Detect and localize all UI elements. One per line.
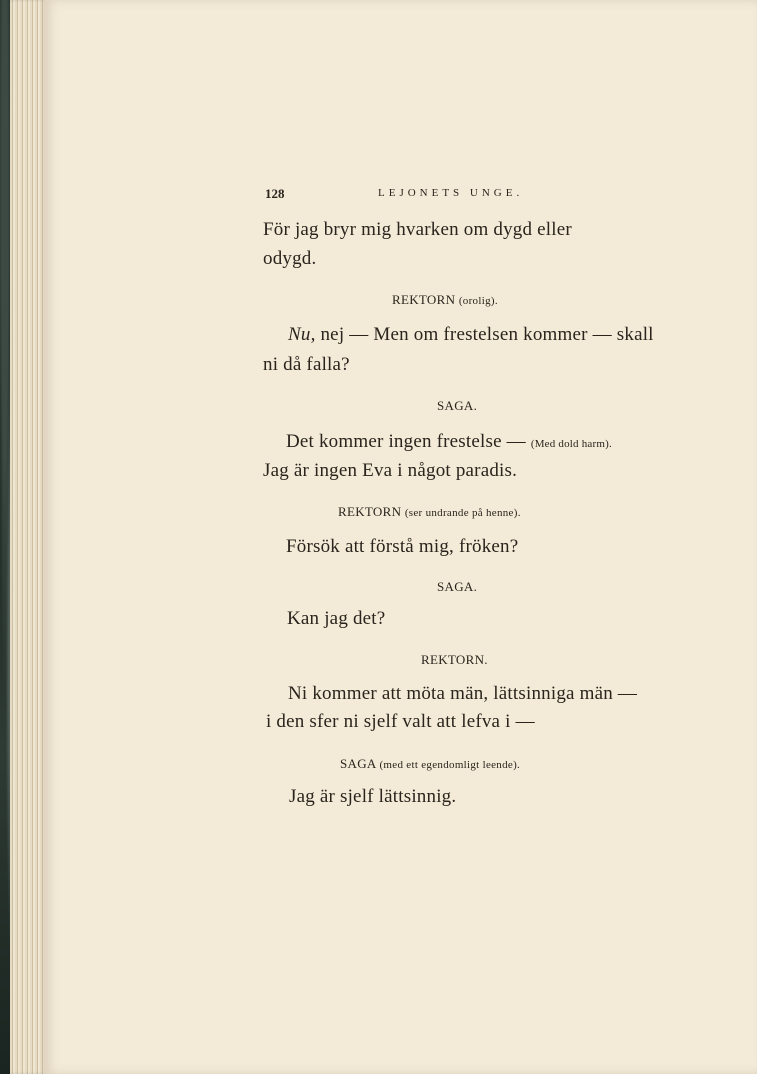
speaker-name: SAGA xyxy=(340,756,376,771)
stage-direction: (Med dold harm). xyxy=(530,438,612,450)
text-line-content: För jag bryr mig hvarken om dygd eller xyxy=(263,219,572,240)
speaker-label: SAGA. xyxy=(437,398,478,413)
text-line: i den sfer ni sjelf valt att lefva i — xyxy=(266,711,535,732)
page-number: 128 xyxy=(265,186,285,201)
text-line: Kan jag det? xyxy=(287,608,386,629)
text-line-content: nej — Men om frestelsen kommer — skall xyxy=(320,324,654,345)
speaker-label xyxy=(338,504,521,520)
text-line xyxy=(288,324,654,346)
speaker-label xyxy=(340,756,520,772)
text-line: Jag är ingen Eva i något paradis. xyxy=(263,460,518,481)
text-line: Jag är sjelf lättsinnig. xyxy=(289,786,457,807)
speaker-label: SAGA. xyxy=(437,579,478,594)
speaker-label: REKTORN. xyxy=(421,652,488,667)
book-page xyxy=(44,0,757,1074)
stage-direction: (ser undrande på henne). xyxy=(404,507,521,519)
italic-word: Nu, xyxy=(288,324,316,345)
text-line: ni då falla? xyxy=(263,354,350,375)
page-stack-edge xyxy=(10,0,46,1074)
speaker-label xyxy=(392,292,498,308)
text-line: Försök att förstå mig, fröken? xyxy=(286,536,519,557)
running-title: LEJONETS UNGE. xyxy=(378,187,524,199)
text-line xyxy=(286,431,612,453)
stage-direction: (med ett egendomligt leende). xyxy=(379,759,521,771)
text-line: odygd. xyxy=(263,248,317,269)
speaker-name: REKTORN xyxy=(392,292,456,307)
page-header xyxy=(265,186,285,202)
text-line: Ni kommer att möta män, lättsinniga män — xyxy=(288,683,638,704)
stage-direction: (orolig). xyxy=(458,295,498,307)
text-line xyxy=(263,219,647,241)
speaker-name: REKTORN xyxy=(338,504,402,519)
text-line-content: Det kommer ingen frestelse — xyxy=(286,431,526,452)
